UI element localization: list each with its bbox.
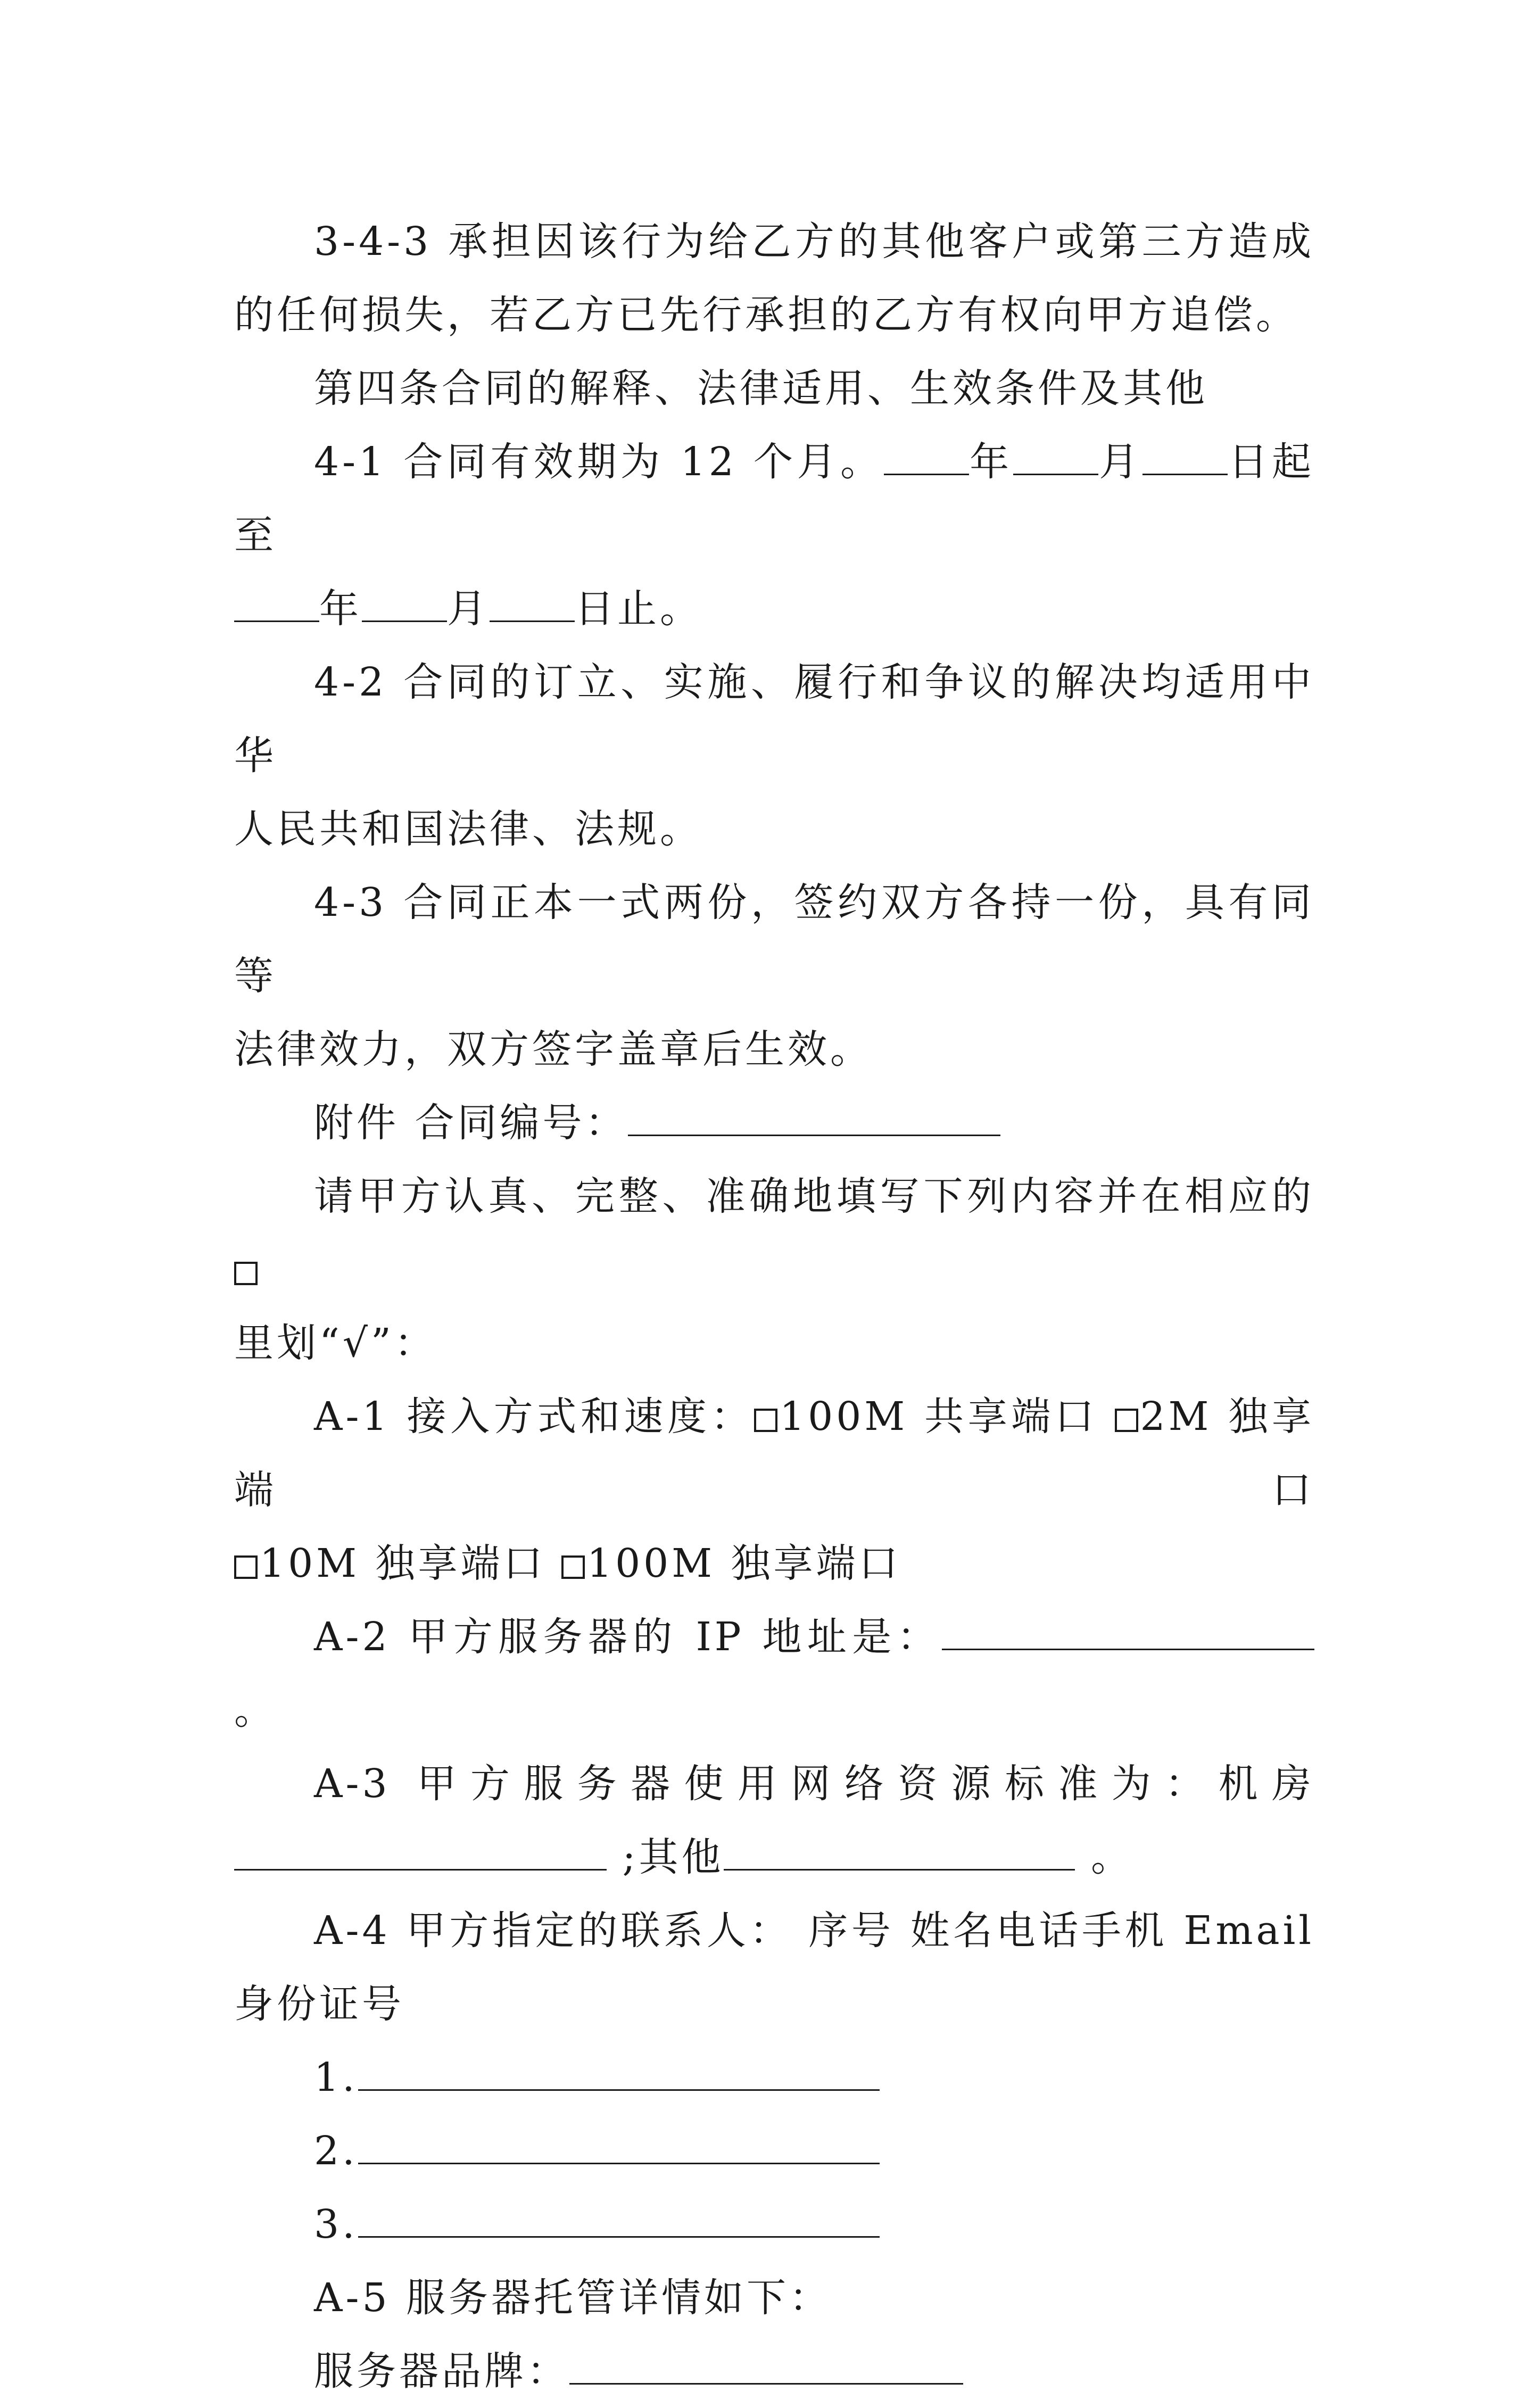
checkbox-2m-dedicated[interactable] [1115, 1409, 1138, 1432]
a3-line1: A-3 甲方服务器使用网络资源标准为：机房 [314, 1761, 1314, 1807]
contact-1-blank[interactable] [358, 2052, 880, 2091]
checkbox-100m-shared[interactable] [754, 1409, 777, 1432]
contact-2-blank[interactable] [358, 2125, 880, 2164]
a3-line2: ;其他 。 [234, 1821, 1314, 1894]
day-blank[interactable] [1142, 436, 1228, 475]
attachment-contract-no: 附件 合同编号： [234, 1086, 1314, 1160]
year-blank[interactable] [884, 436, 969, 475]
contact-3-blank[interactable] [358, 2199, 880, 2238]
a1-line1: A-1 接入方式和速度： 100M 共享端口 2M 独享端口 [234, 1394, 1315, 1513]
a5-hosting-details: A-5 服务器托管详情如下： [314, 2275, 832, 2321]
server-room-blank[interactable] [234, 1832, 607, 1871]
instruction-line1: 请甲方认真、完整、准确地填写下列内容并在相应的 [234, 1160, 1314, 1306]
a4-line2: 身份证号 [234, 1981, 404, 2027]
contract-body [234, 205, 1314, 2408]
a2-ip-address: A-2 甲方服务器的 IP 地址是：。 [234, 1600, 1314, 1747]
a4-line1: A-4 甲方指定的联系人： 序号 姓名电话手机 Email [314, 1908, 1314, 1954]
checkbox-10m-dedicated[interactable] [234, 1555, 258, 1579]
instruction-line2: 里划“√”： [234, 1320, 437, 1366]
end-day-blank[interactable] [490, 583, 575, 622]
a1-line2: 10M 独享端口 100M 独享端口 [234, 1527, 1314, 1600]
server-brand-blank[interactable] [569, 2346, 963, 2385]
clause-4-2-line2: 人民共和国法律、法规。 [234, 806, 702, 852]
contact-row: 1. [234, 2041, 1314, 2114]
contract-number-blank[interactable] [628, 1097, 1000, 1136]
clause-4-1-line2: 年 月 日止。 [234, 572, 1314, 646]
clause-3-4-3-line1: 3-4-3 承担因该行为给乙方的其他客户或第三方造成 [314, 219, 1314, 264]
clause-4-1-line1: 4-1 合同有效期为 12 个月。 年 月 日起至 [234, 425, 1314, 572]
contact-row: 2. [234, 2114, 1314, 2188]
contact-row: 3. [234, 2188, 1314, 2261]
month-blank[interactable] [1013, 436, 1098, 475]
clause-3-4-3-line2: 的任何损失，若乙方已先行承担的乙方有权向甲方追偿。 [234, 292, 1298, 338]
ip-address-blank[interactable] [942, 1611, 1314, 1650]
other-blank[interactable] [724, 1832, 1075, 1871]
clause-4-3-line1: 4-3 合同正本一式两份，签约双方各持一份，具有同等 [234, 880, 1314, 999]
article-4-title: 第四条合同的解释、法律适用、生效条件及其他 [314, 366, 1208, 411]
end-year-blank[interactable] [234, 583, 319, 622]
checkbox-icon [234, 1262, 258, 1285]
clause-4-3-line2: 法律效力，双方签字盖章后生效。 [234, 1027, 873, 1072]
end-month-blank[interactable] [362, 583, 447, 622]
checkbox-100m-dedicated[interactable] [561, 1555, 585, 1579]
server-brand: 服务器品牌： [234, 2335, 1314, 2408]
clause-4-2-line1: 4-2 合同的订立、实施、履行和争议的解决均适用中华 [234, 659, 1314, 779]
